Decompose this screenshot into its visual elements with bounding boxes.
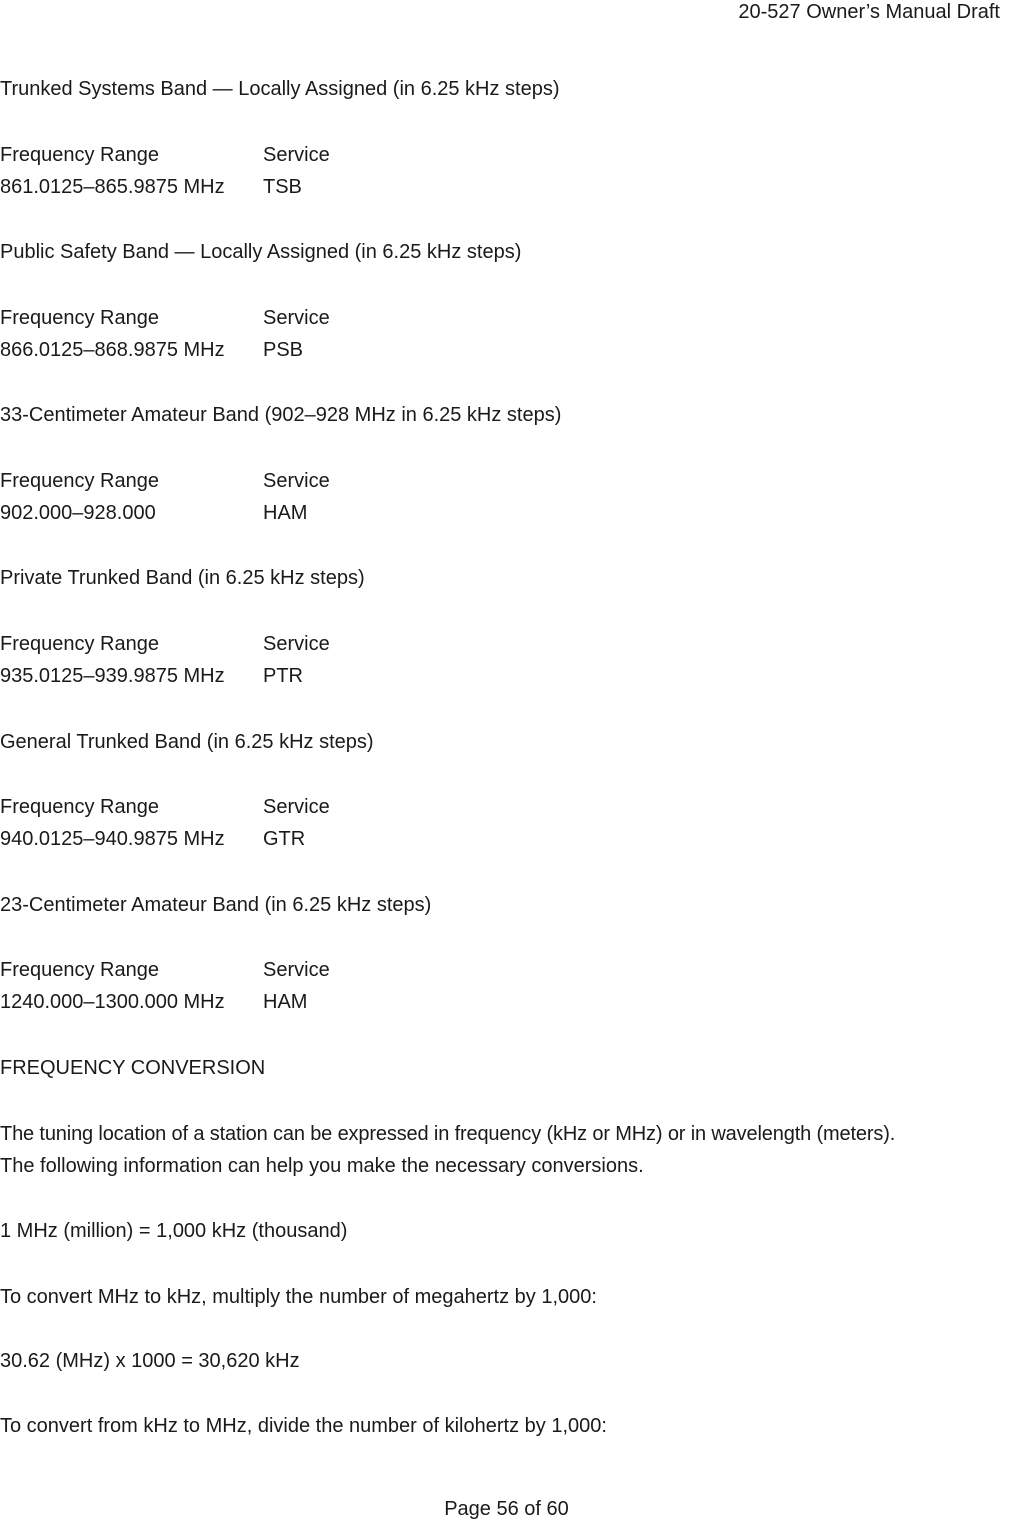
frequency-range-value: 861.0125–865.9875 MHz [0, 176, 225, 198]
band-table-row [0, 175, 500, 199]
band-table-row [0, 990, 500, 1014]
band-title: 33-Centimeter Amateur Band (902–928 MHz in 6.25 kHz steps) [0, 404, 562, 426]
frequency-range-header: Frequency Range [0, 470, 159, 492]
band-title: 23-Centimeter Amateur Band (in 6.25 kHz steps) [0, 894, 432, 916]
document-header: 20-527 Owner’s Manual Draft [738, 1, 1000, 23]
frequency-range-value: 935.0125–939.9875 MHz [0, 665, 225, 687]
frequency-range-value: 1240.000–1300.000 MHz [0, 991, 225, 1013]
service-header: Service [263, 796, 330, 818]
frequency-range-value: 940.0125–940.9875 MHz [0, 828, 225, 850]
band-table-header [0, 795, 500, 819]
intro-paragraph-line-1: The tuning location of a station can be expressed in frequency (kHz or MHz) or in wavelength (meters). [0, 1123, 896, 1145]
band-table-header [0, 306, 500, 330]
service-header: Service [263, 633, 330, 655]
service-value: HAM [263, 991, 308, 1013]
page-number: Page 56 of 60 [444, 1498, 569, 1520]
band-table-row [0, 664, 500, 688]
band-table-header [0, 632, 500, 656]
band-table-row [0, 827, 500, 851]
frequency-range-value: 866.0125–868.9875 MHz [0, 339, 225, 361]
service-header: Service [263, 470, 330, 492]
service-value: GTR [263, 828, 306, 850]
frequency-range-header: Frequency Range [0, 633, 159, 655]
band-table-header [0, 469, 500, 493]
band-title: Private Trunked Band (in 6.25 kHz steps) [0, 567, 365, 589]
band-table-header [0, 958, 500, 982]
intro-paragraph-line-2: The following information can help you make the necessary conversions. [0, 1155, 644, 1177]
frequency-range-value: 902.000–928.000 [0, 502, 156, 524]
section-heading: FREQUENCY CONVERSION [0, 1057, 266, 1079]
frequency-range-header: Frequency Range [0, 144, 159, 166]
band-title: General Trunked Band (in 6.25 kHz steps) [0, 731, 374, 753]
band-title: Trunked Systems Band — Locally Assigned (in 6.25 kHz steps) [0, 78, 560, 100]
service-header: Service [263, 959, 330, 981]
service-header: Service [263, 307, 330, 329]
band-table-row [0, 338, 500, 362]
service-value: HAM [263, 502, 308, 524]
band-table-header [0, 143, 500, 167]
frequency-range-header: Frequency Range [0, 307, 159, 329]
mhz-khz-equivalence: 1 MHz (million) = 1,000 kHz (thousand) [0, 1220, 348, 1242]
band-table-row [0, 501, 500, 525]
frequency-range-header: Frequency Range [0, 796, 159, 818]
conversion-example: 30.62 (MHz) x 1000 = 30,620 kHz [0, 1350, 300, 1372]
khz-to-mhz-instruction: To convert from kHz to MHz, divide the number of kilohertz by 1,000: [0, 1415, 607, 1437]
service-value: TSB [263, 176, 302, 198]
band-title: Public Safety Band — Locally Assigned (in 6.25 kHz steps) [0, 241, 522, 263]
service-value: PTR [263, 665, 303, 687]
frequency-range-header: Frequency Range [0, 959, 159, 981]
mhz-to-khz-instruction: To convert MHz to kHz, multiply the number of megahertz by 1,000: [0, 1286, 597, 1308]
service-header: Service [263, 144, 330, 166]
service-value: PSB [263, 339, 304, 361]
